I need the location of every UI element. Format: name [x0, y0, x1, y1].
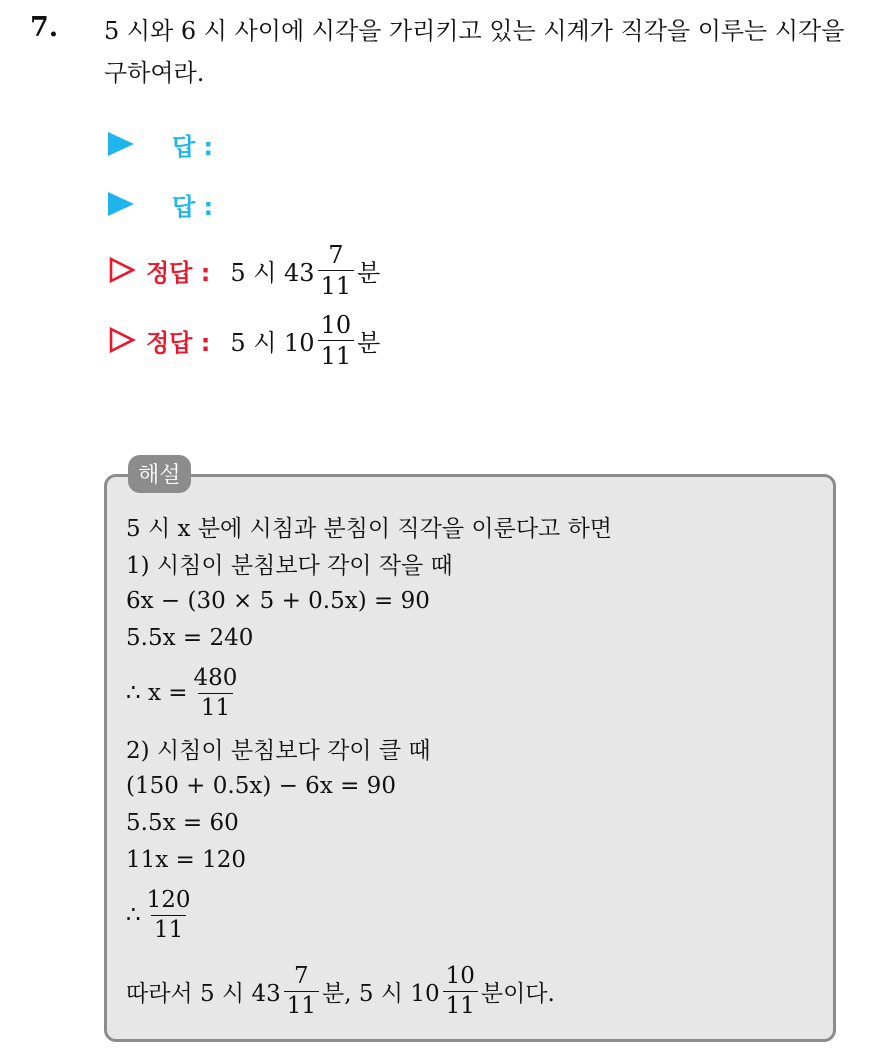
fraction-denominator: 11	[284, 991, 319, 1018]
fraction-numerator: 10	[320, 310, 352, 339]
answer-fraction	[318, 310, 355, 370]
fraction-denominator: 11	[198, 693, 233, 720]
fraction-numerator: 480	[193, 664, 238, 691]
outline-triangle-icon	[108, 326, 136, 354]
conclusion-middle: 분, 5 시 10	[322, 980, 440, 1007]
outline-triangle-icon	[108, 256, 136, 284]
therefore-prefix: ∴	[126, 902, 141, 928]
correct-answer-value	[230, 240, 381, 300]
fraction-numerator: 7	[294, 962, 309, 989]
question-number: 7.	[30, 12, 59, 43]
answer-prefix: 5 시 10	[230, 328, 315, 357]
explanation-title: 해설	[128, 455, 191, 493]
explanation-fraction	[191, 664, 241, 721]
answer-suffix: 분	[357, 328, 381, 357]
answer-fraction	[318, 240, 355, 300]
answer-label: 답 :	[172, 132, 214, 161]
explanation-content	[126, 508, 826, 1030]
conclusion-fraction-1	[284, 962, 319, 1019]
correct-answer-value	[230, 310, 381, 370]
explanation-line: 1) 시침이 분침보다 각이 작을 때	[126, 553, 453, 579]
explanation-line: 5.5x = 60	[126, 809, 239, 836]
fraction-denominator: 11	[318, 340, 355, 368]
explanation-line: 11x = 120	[126, 846, 247, 873]
correct-answer-label: 정답 :	[146, 328, 211, 357]
fraction-denominator: 11	[318, 270, 355, 298]
explanation-line: 2) 시침이 분침보다 각이 클 때	[126, 738, 431, 764]
question-text: 5 시와 6 시 사이에 시각을 가리키고 있는 시계가 직각을 이루는 시각을 구하여라.	[104, 17, 845, 87]
conclusion-suffix: 분이다.	[480, 980, 555, 1007]
answer-blank-2	[108, 174, 213, 234]
fraction-numerator: 7	[328, 240, 344, 269]
fraction-denominator: 11	[443, 991, 478, 1018]
fraction-numerator: 10	[445, 962, 475, 989]
correct-answer-2	[108, 310, 380, 370]
explanation-line	[126, 878, 826, 952]
correct-answer-label: 정답 :	[146, 258, 211, 287]
fraction-numerator: 120	[146, 886, 191, 913]
conclusion-fraction-2	[443, 962, 478, 1019]
explanation-conclusion	[126, 952, 826, 1030]
answer-label: 답 :	[172, 192, 214, 221]
play-triangle-icon	[108, 132, 134, 156]
correct-answer-1	[108, 240, 380, 300]
answer-prefix: 5 시 43	[230, 258, 315, 287]
therefore-prefix: ∴ x =	[126, 680, 188, 706]
explanation-line: 6x − (30 × 5 + 0.5x) = 90	[126, 587, 430, 614]
explanation-line: (150 + 0.5x) − 6x = 90	[126, 772, 396, 799]
explanation-line: 5.5x = 240	[126, 624, 254, 651]
answer-blank-1	[108, 114, 213, 174]
play-triangle-icon	[108, 192, 134, 216]
answer-suffix: 분	[357, 258, 381, 287]
fraction-denominator: 11	[151, 915, 186, 942]
explanation-fraction	[144, 886, 194, 943]
explanation-line: 5 시 x 분에 시침과 분침이 직각을 이룬다고 하면	[126, 516, 613, 542]
conclusion-prefix: 따라서 5 시 43	[126, 980, 281, 1007]
explanation-line	[126, 656, 826, 730]
